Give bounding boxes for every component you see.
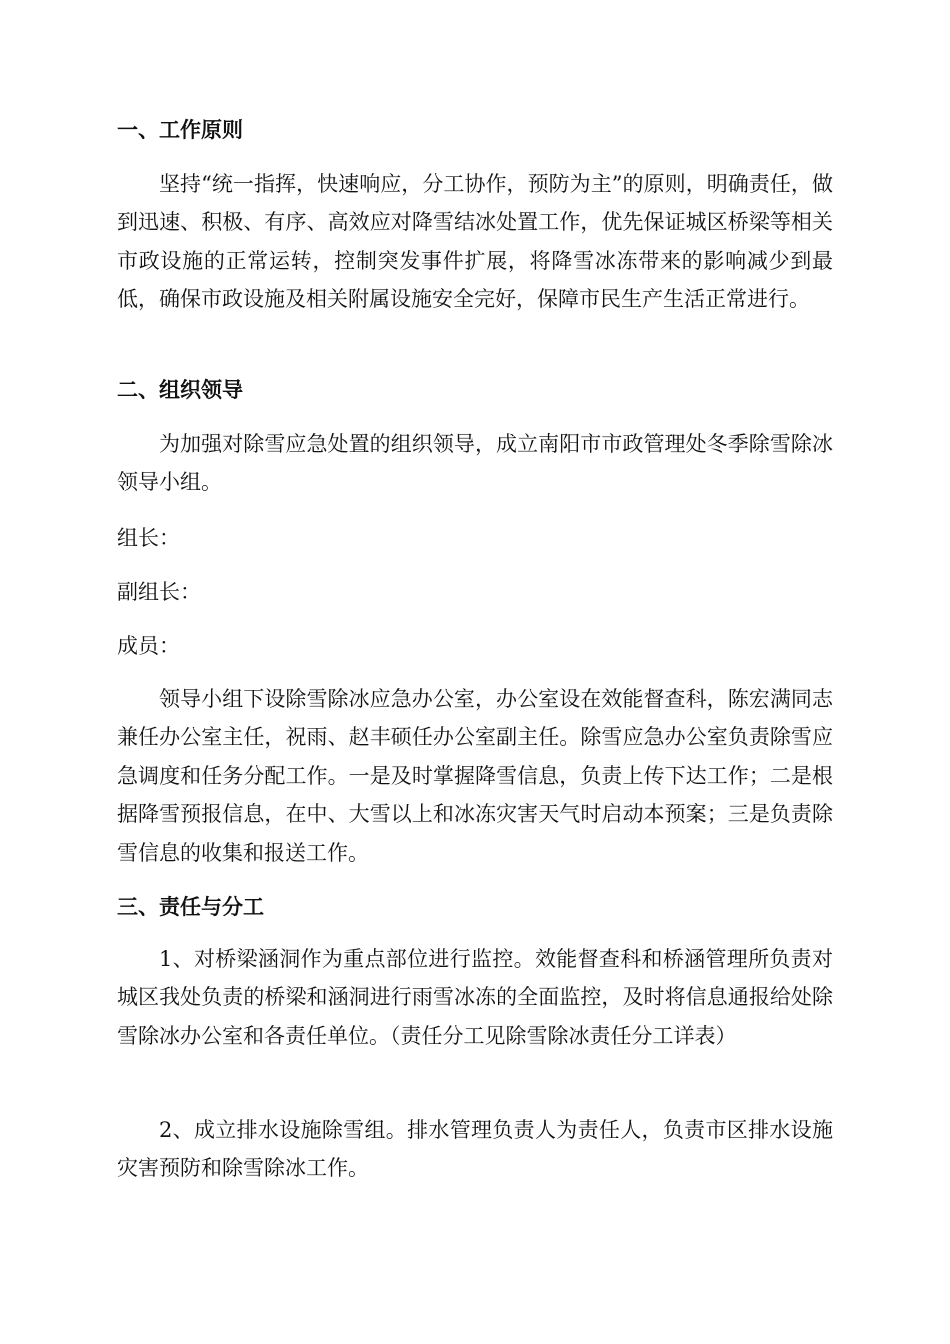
section1-paragraph: 坚持“统一指挥，快速响应，分工协作，预防为主”的原则，明确责任，做到迅速、积极、有序、高效应对降雪结冰处置工作，优先保证城区桥梁等相关市政设施的正常运转，控制突发事件扩展，将降雪冰冻带来的影响减少到最低，确保市政设施及相关附属设施安全完好，保障市民生产生活正常进行。 (117, 172, 833, 312)
leader-label: 组长： (117, 526, 180, 550)
office-paragraph: 领导小组下设除雪除冰应急办公室，办公室设在效能督查科，陈宏满同志兼任办公室主任，祝雨、赵丰硕任办公室副主任。除雪应急办公室负责除雪应急调度和任务分配工作。一是及时掌握降雪信息，负责上传下达工作；二是根据降雪预报信息，在中、大雪以上和冰冻灾害天气时启动本预案；三是负责除雪信息的收集和报送工作。 (117, 687, 833, 865)
section1-heading: 一、工作原则 (117, 118, 243, 142)
section3-item1: 1、对桥梁涵洞作为重点部位进行监控。效能督查科和桥涵管理所负责对城区我处负责的桥梁和涵洞进行雨雪冰冻的全面监控，及时将信息通报给处除雪除冰办公室和各责任单位。（责任分工见除雪除冰责任分工详表） (117, 947, 833, 1048)
section3-heading: 三、责任与分工 (117, 895, 264, 919)
members-label: 成员： (117, 634, 180, 658)
section3-item2: 2、成立排水设施除雪组。排水管理负责人为责任人，负责市区排水设施灾害预防和除雪除冰工作。 (117, 1118, 833, 1181)
section2-heading: 二、组织领导 (117, 378, 243, 402)
deputy-leader-label: 副组长： (117, 580, 201, 604)
section2-paragraph: 为加强对除雪应急处置的组织领导，成立南阳市市政管理处冬季除雪除冰领导小组。 (117, 432, 833, 495)
